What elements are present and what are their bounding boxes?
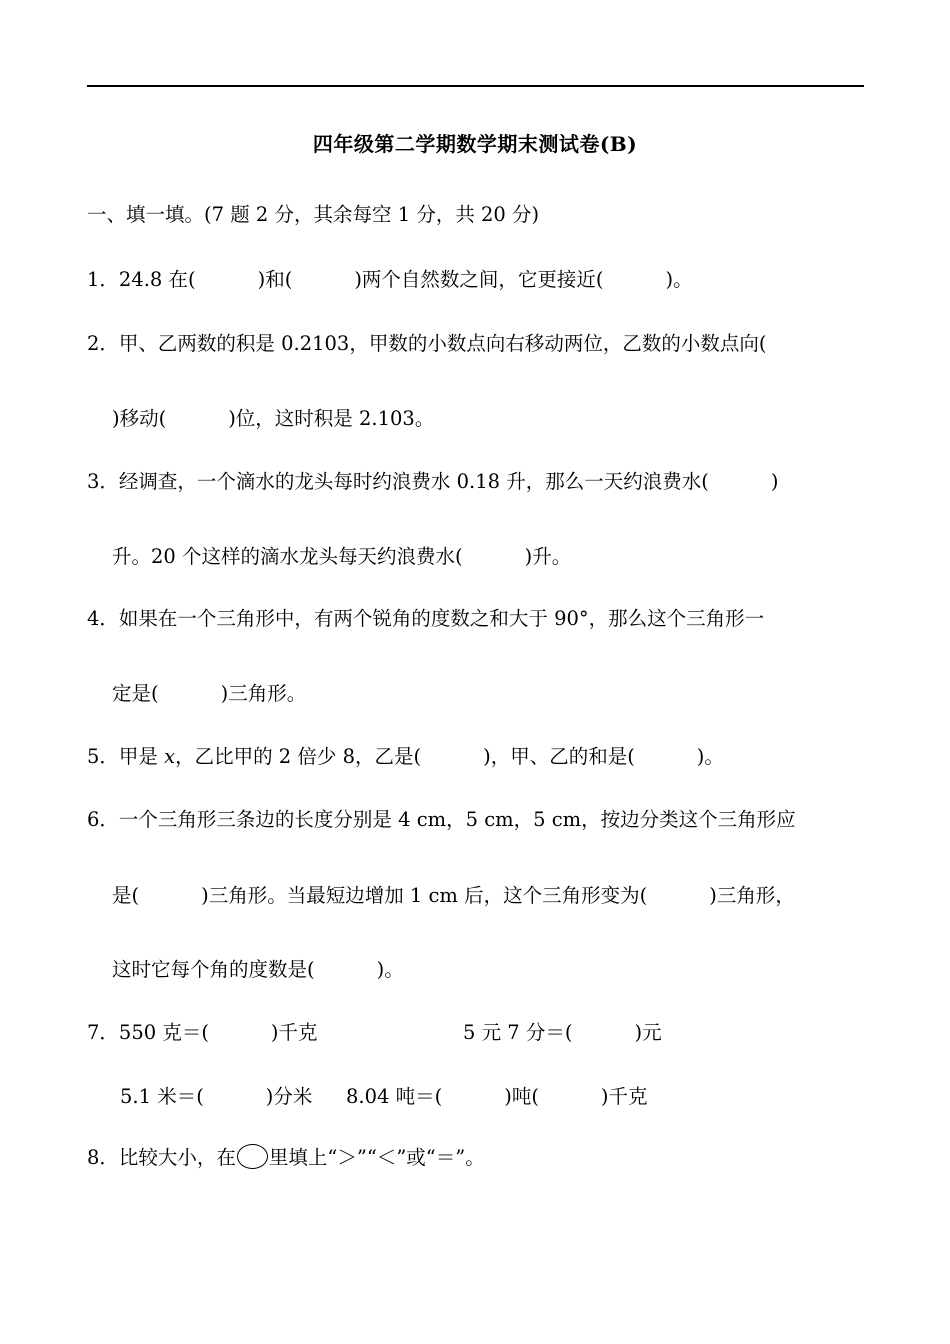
question-7-part-a: 7．550 克＝( )千克	[87, 1021, 318, 1044]
question-7-part-d: 8.04 吨＝( )吨( )千克	[346, 1085, 648, 1108]
question-3-line-2: 升。20 个这样的滴水龙头每天约浪费水( )升。	[112, 545, 572, 568]
page-title: 四年级第二学期数学期末测试卷(B)	[312, 132, 638, 156]
question-7-part-b: 5 元 7 分＝( )元	[463, 1021, 662, 1044]
question-8	[87, 1144, 485, 1172]
question-5-suffix: ，乙比甲的 2 倍少 8，乙是( )，甲、乙的和是( )。	[175, 745, 724, 768]
question-6-line-1: 6．一个三角形三条边的长度分别是 4 cm，5 cm，5 cm，按边分类这个三角形应	[87, 808, 796, 831]
circle-icon	[237, 1144, 268, 1169]
question-4-line-1: 4．如果在一个三角形中，有两个锐角的度数之和大于 90°，那么这个三角形一	[87, 607, 765, 630]
question-8-after: 里填上“＞”“＜”或“＝”。	[268, 1146, 485, 1169]
question-5-prefix: 5．甲是	[87, 745, 165, 768]
question-3-line-1: 3．经调查，一个滴水的龙头每时约浪费水 0.18 升，那么一天约浪费水( )	[87, 470, 779, 493]
question-7-part-c: 5.1 米＝( )分米	[120, 1085, 313, 1108]
question-6-line-2: 是( )三角形。当最短边增加 1 cm 后，这个三角形变为( )三角形，	[112, 884, 795, 907]
question-5-variable: x	[164, 745, 176, 768]
question-2-line-2: )移动( )位，这时积是 2.103。	[112, 407, 435, 430]
question-5	[87, 743, 724, 771]
question-4-line-2: 定是( )三角形。	[112, 682, 307, 705]
question-2-line-1: 2．甲、乙两数的积是 0.2103，甲数的小数点向右移动两位，乙数的小数点向(	[87, 332, 767, 355]
question-1: 1．24.8 在( )和( )两个自然数之间，它更接近( )。	[87, 268, 693, 291]
question-6-line-3: 这时它每个角的度数是( )。	[112, 958, 404, 981]
question-8-before: 8．比较大小，在	[87, 1146, 236, 1169]
section-heading: 一、填一填。(7 题 2 分，其余每空 1 分，共 20 分)	[87, 203, 540, 226]
header-rule	[87, 85, 864, 87]
